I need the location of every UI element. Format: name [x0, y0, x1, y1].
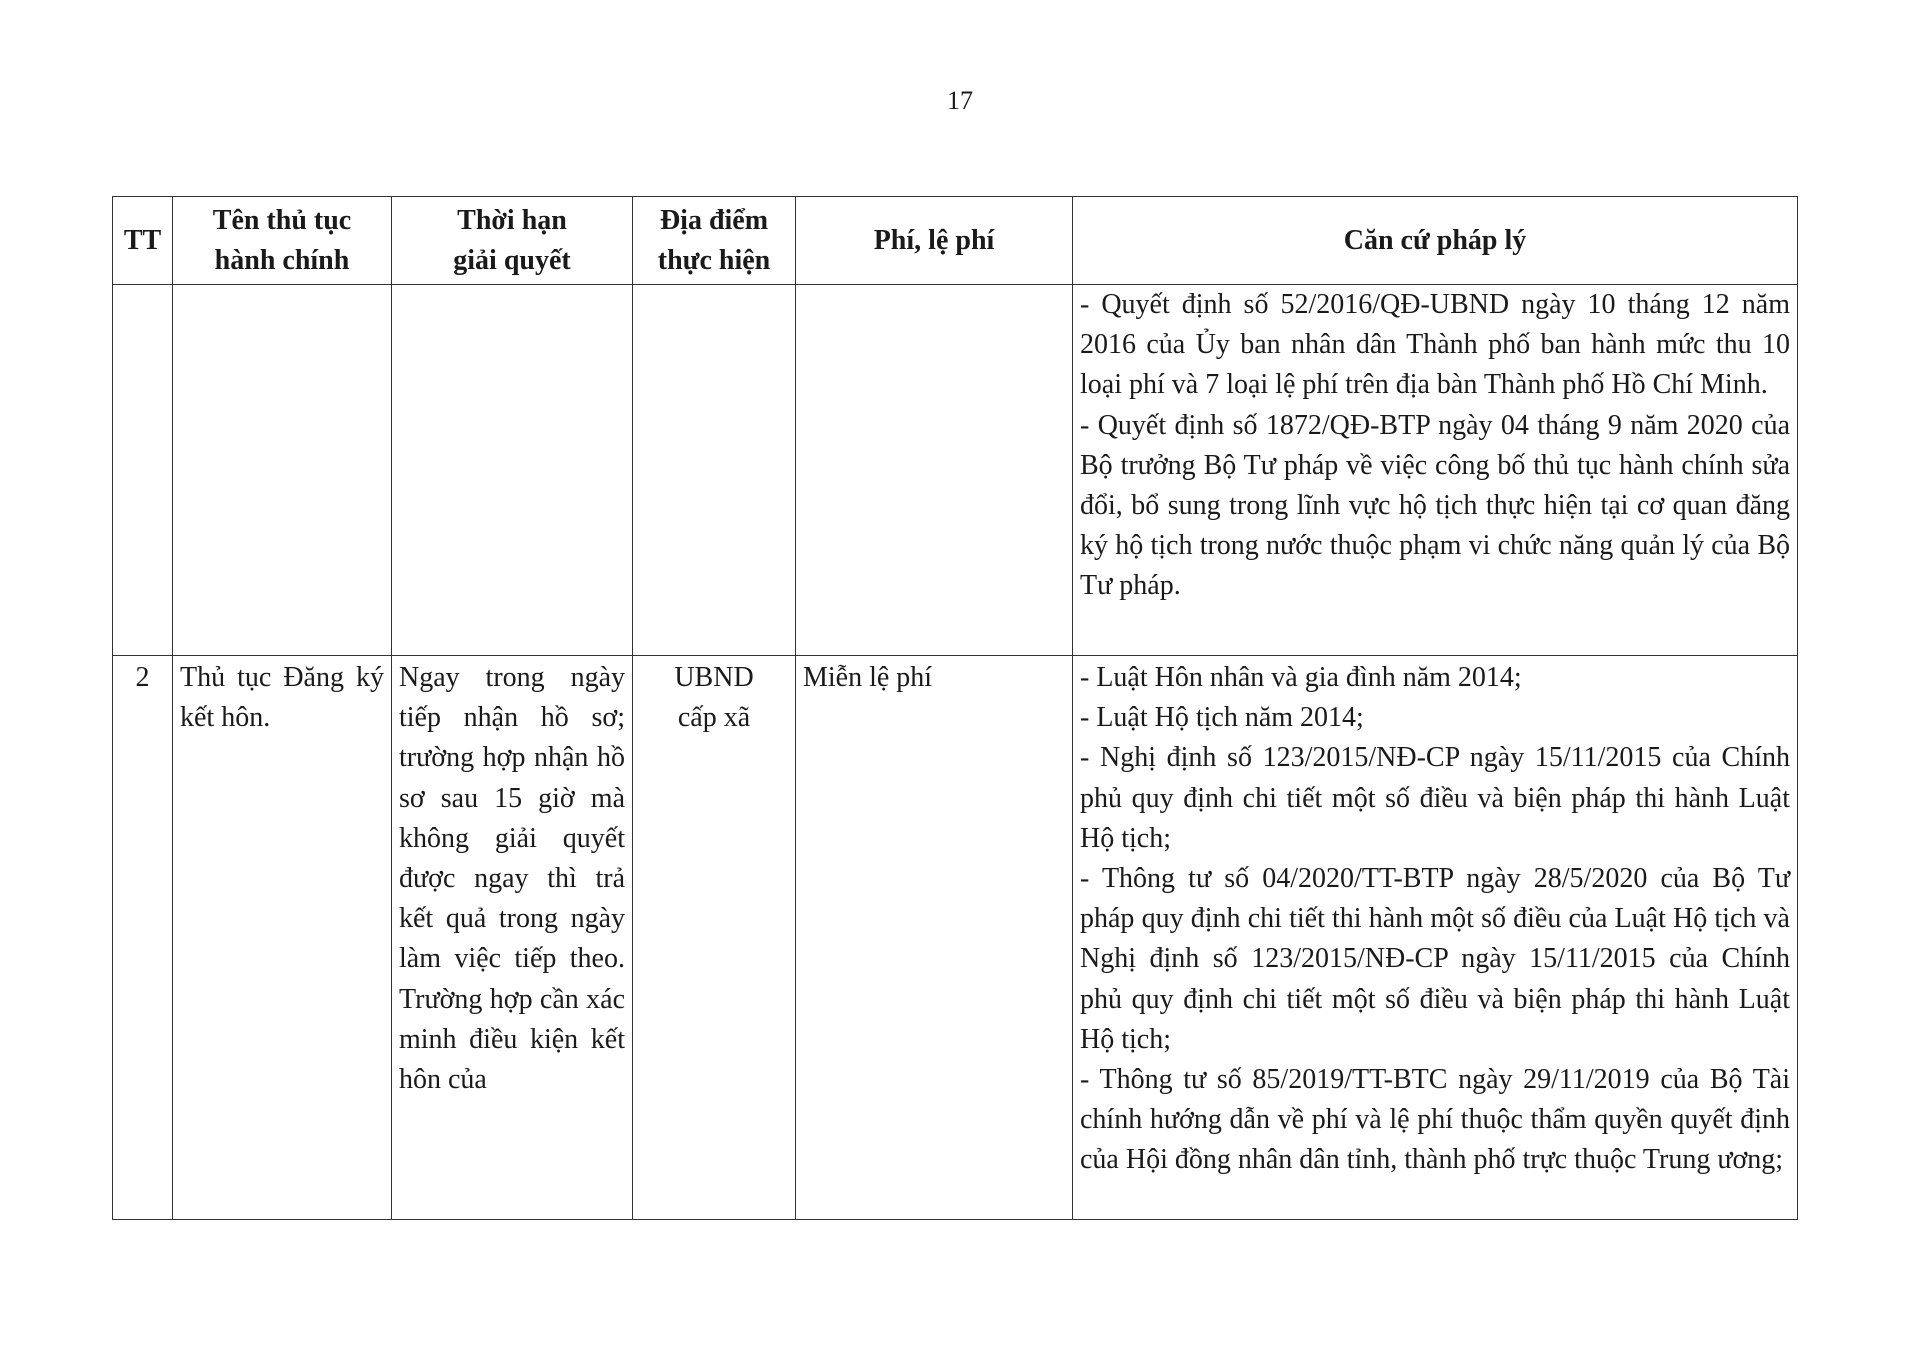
header-procedure-name-line2: hành chính: [214, 244, 350, 276]
header-duration-line2: giải quyết: [453, 244, 571, 276]
location-line1: UBND: [674, 662, 754, 693]
header-duration-line1: Thời hạn: [457, 204, 567, 236]
header-duration: [392, 197, 633, 285]
legal-basis-item: - Quyết định số 1872/QĐ-BTP ngày 04 tháng 9 năm 2020 của Bộ trưởng Bộ Tư pháp về việc công bố thủ tục hành chính sửa đổi, bổ sung trong lĩnh vực hộ tịch thực hiện tại cơ quan đăng ký hộ tịch trong nước thuộc phạm vi chức năng quản lý của Bộ Tư pháp.: [1080, 409, 1790, 602]
cell-procedure-name: [173, 285, 392, 656]
legal-basis-item: - Luật Hộ tịch năm 2014;: [1080, 702, 1364, 734]
legal-basis-item: - Thông tư số 04/2020/TT-BTP ngày 28/5/2020 của Bộ Tư pháp quy định chi tiết thi hành một số điều của Luật Hộ tịch và Nghị định số 123/2015/NĐ-CP ngày 15/11/2015 của Chính phủ quy định chi tiết một số điều và biện pháp thi hành Luật Hộ tịch;: [1080, 863, 1790, 1055]
header-location-line2: thực hiện: [657, 244, 771, 276]
cell-tt: [113, 285, 173, 656]
header-legal-basis: Căn cứ pháp lý: [1073, 197, 1798, 285]
header-procedure-name-line1: Tên thủ tục: [212, 204, 352, 236]
cell-procedure-name: Thủ tục Đăng ký kết hôn.: [173, 656, 392, 1220]
header-location-line1: Địa điểm: [659, 204, 769, 236]
cell-legal-basis: [1073, 656, 1798, 1220]
cell-duration: [392, 285, 633, 656]
procedure-table: [112, 196, 1798, 1220]
cell-fee: [796, 285, 1073, 656]
cell-legal-basis: [1073, 285, 1798, 656]
table-header-row: [113, 197, 1798, 285]
table-row: [113, 285, 1798, 656]
cell-fee: Miễn lệ phí: [796, 656, 1073, 1220]
legal-basis-item: - Thông tư số 85/2019/TT-BTC ngày 29/11/2019 của Bộ Tài chính hướng dẫn về phí và lệ phí thuộc thẩm quyền quyết định của Hội đồng nhân dân tỉnh, thành phố trực thuộc Trung ương;: [1080, 1064, 1790, 1176]
cell-tt: 2: [113, 656, 173, 1220]
cell-location: [633, 656, 796, 1220]
cell-location: [633, 285, 796, 656]
table-row: [113, 656, 1798, 1220]
cell-duration: Ngay trong ngày tiếp nhận hồ sơ; trường hợp nhận hồ sơ sau 15 giờ mà không giải quyết được ngay thì trả kết quả trong ngày làm việc tiếp theo. Trường hợp cần xác minh điều kiện kết hôn của: [392, 656, 633, 1220]
legal-basis-item: - Quyết định số 52/2016/QĐ-UBND ngày 10 tháng 12 năm 2016 của Ủy ban nhân dân Thành phố ban hành mức thu 10 loại phí và 7 loại lệ phí trên địa bàn Thành phố Hồ Chí Minh.: [1080, 289, 1790, 401]
header-procedure-name: [173, 197, 392, 285]
header-location: [633, 197, 796, 285]
header-fee: Phí, lệ phí: [796, 197, 1073, 285]
legal-basis-item: - Nghị định số 123/2015/NĐ-CP ngày 15/11/2015 của Chính phủ quy định chi tiết một số điều và biện pháp thi hành Luật Hộ tịch;: [1080, 742, 1790, 854]
header-tt: TT: [113, 197, 173, 285]
location-line2: cấp xã: [677, 702, 751, 734]
page-number: 17: [947, 86, 973, 115]
legal-basis-item: - Luật Hôn nhân và gia đình năm 2014;: [1080, 662, 1522, 693]
